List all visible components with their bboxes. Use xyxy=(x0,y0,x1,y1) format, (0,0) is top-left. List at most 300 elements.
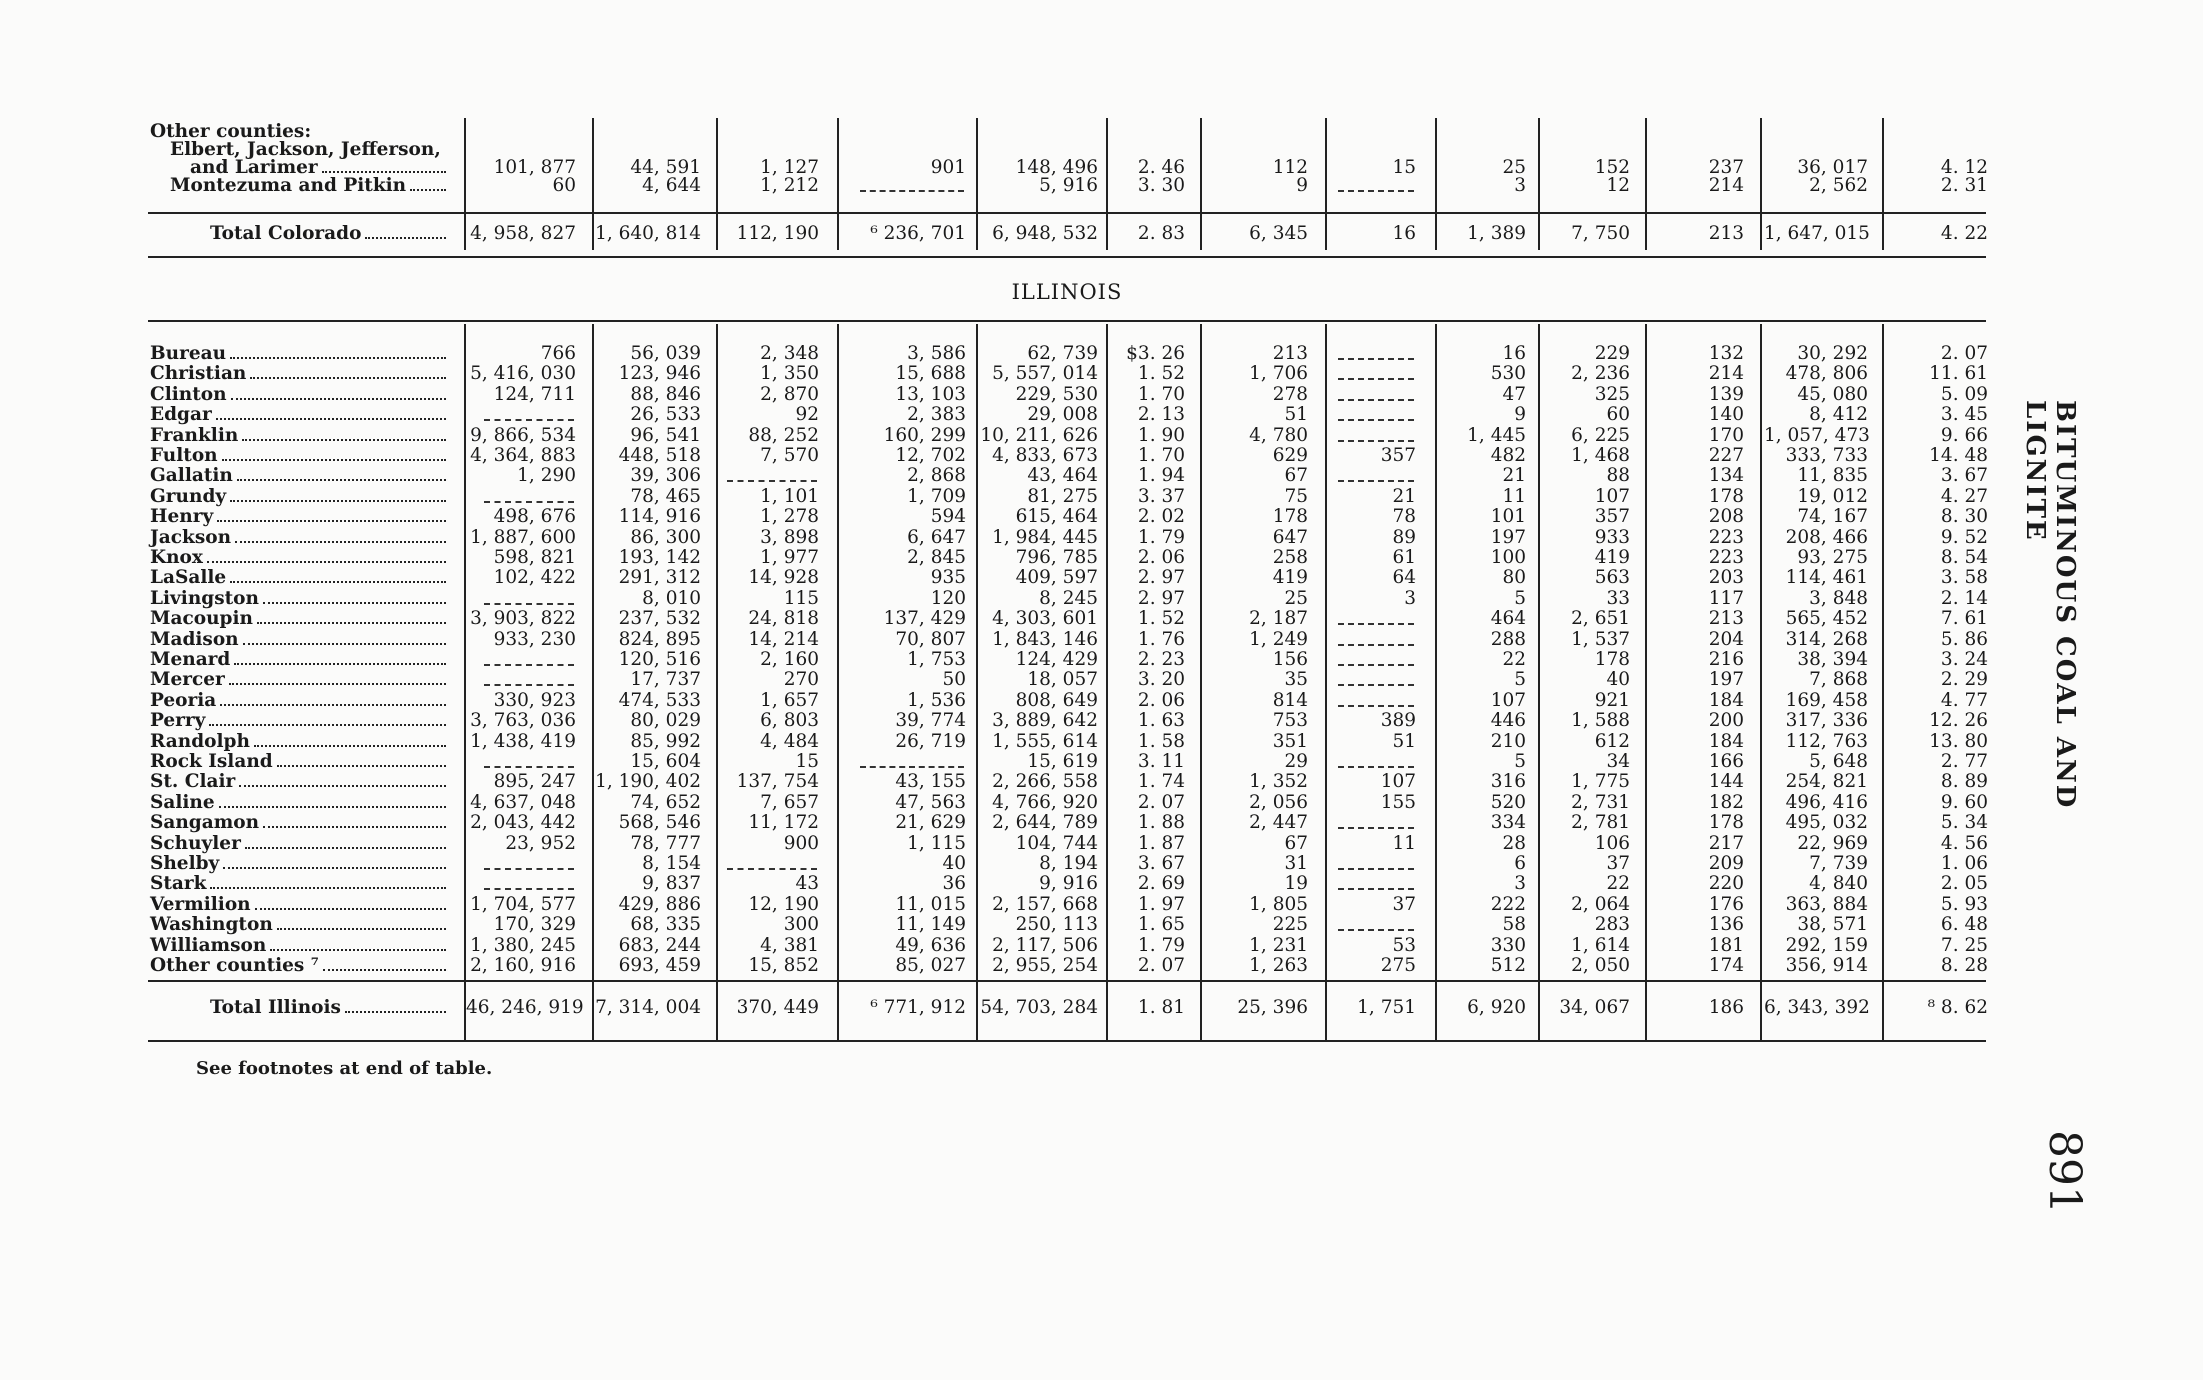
table-cell: 197 xyxy=(1490,527,1526,548)
dot-leader xyxy=(220,704,446,706)
empty-cell-dash xyxy=(1338,480,1414,482)
empty-cell-dash xyxy=(484,664,574,666)
table-cell: 808, 649 xyxy=(1015,690,1098,711)
table-cell: 594 xyxy=(930,506,966,527)
table-cell: 2, 187 xyxy=(1249,608,1308,629)
table-cell: 10, 211, 626 xyxy=(980,425,1098,446)
table-cell: 1, 389 xyxy=(1467,223,1526,244)
table-cell: 223 xyxy=(1708,527,1744,548)
row-label xyxy=(210,998,448,1018)
table-cell: 12. 26 xyxy=(1929,710,1988,731)
table-cell: 107 xyxy=(1490,690,1526,711)
table-cell: 86, 300 xyxy=(630,527,701,548)
empty-cell-dash xyxy=(1338,378,1414,380)
dot-leader xyxy=(243,643,446,645)
table-cell: 33 xyxy=(1606,588,1630,609)
table-cell: 389 xyxy=(1380,710,1416,731)
table-cell: 1, 709 xyxy=(907,486,966,507)
row-label xyxy=(150,691,448,711)
table-cell: 3 xyxy=(1514,873,1526,894)
subtotal-rule xyxy=(148,212,1986,214)
dot-leader xyxy=(270,949,446,951)
table-cell: 3 xyxy=(1404,588,1416,609)
row-label-text: and Larimer xyxy=(190,157,318,178)
table-cell: 2. 02 xyxy=(1137,506,1185,527)
table-cell: 2. 07 xyxy=(1137,792,1185,813)
table-cell: 2. 07 xyxy=(1940,343,1988,364)
row-label-text: Gallatin xyxy=(150,465,233,486)
illinois-col-rule-3 xyxy=(837,324,839,1040)
table-cell: 4, 780 xyxy=(1249,425,1308,446)
table-cell: 209 xyxy=(1708,853,1744,874)
table-cell: 2, 845 xyxy=(907,547,966,568)
table-cell: 283 xyxy=(1594,914,1630,935)
table-cell: 31 xyxy=(1284,853,1308,874)
table-cell: 8, 010 xyxy=(642,588,701,609)
table-cell: 225 xyxy=(1272,914,1308,935)
table-cell: 2, 348 xyxy=(760,343,819,364)
table-cell: 7. 25 xyxy=(1940,935,1988,956)
table-cell: 464 xyxy=(1490,608,1526,629)
empty-cell-dash xyxy=(484,501,574,503)
table-cell: 102, 422 xyxy=(493,567,576,588)
row-label xyxy=(150,405,448,425)
table-cell: 1, 843, 146 xyxy=(992,629,1098,650)
table-cell: 1, 614 xyxy=(1571,935,1630,956)
table-cell: 1, 101 xyxy=(760,486,819,507)
table-cell: 178 xyxy=(1594,649,1630,670)
table-cell: 176 xyxy=(1708,894,1744,915)
table-cell: 4, 484 xyxy=(760,731,819,752)
table-cell: 4. 27 xyxy=(1940,486,1988,507)
table-cell: 43, 464 xyxy=(1027,465,1098,486)
table-cell: 647 xyxy=(1272,527,1308,548)
table-cell: 8, 194 xyxy=(1039,853,1098,874)
table-cell: 213 xyxy=(1708,223,1744,244)
table-cell: 325 xyxy=(1594,384,1630,405)
table-cell: 2. 29 xyxy=(1940,669,1988,690)
table-cell: 37 xyxy=(1606,853,1630,874)
table-cell: 21 xyxy=(1392,486,1416,507)
table-cell: 3. 45 xyxy=(1940,404,1988,425)
table-cell: 935 xyxy=(930,567,966,588)
dot-leader xyxy=(322,171,446,173)
table-cell: 496, 416 xyxy=(1785,792,1868,813)
table-cell: 270 xyxy=(783,669,819,690)
table-cell: 2, 160, 916 xyxy=(470,955,576,976)
row-label xyxy=(150,466,448,486)
row-label-text: Sangamon xyxy=(150,812,260,833)
table-cell: 182 xyxy=(1708,792,1744,813)
table-cell: 8, 245 xyxy=(1039,588,1098,609)
table-cell: 197 xyxy=(1708,669,1744,690)
table-cell: 3, 848 xyxy=(1809,588,1868,609)
table-cell: 1, 751 xyxy=(1357,997,1416,1018)
row-label-text: Franklin xyxy=(150,425,239,446)
table-cell: 11, 172 xyxy=(748,812,819,833)
table-cell: 1, 350 xyxy=(760,363,819,384)
row-label xyxy=(150,895,448,915)
table-cell: 1. 06 xyxy=(1940,853,1988,874)
table-cell: 409, 597 xyxy=(1015,567,1098,588)
table-cell: 75 xyxy=(1284,486,1308,507)
table-cell: 5, 916 xyxy=(1039,175,1098,196)
table-cell: 60 xyxy=(1606,404,1630,425)
table-cell: 5, 416, 030 xyxy=(470,363,576,384)
table-cell: 112, 763 xyxy=(1785,731,1868,752)
table-cell: 2, 383 xyxy=(907,404,966,425)
table-cell: 796, 785 xyxy=(1015,547,1098,568)
table-cell: 101 xyxy=(1490,506,1526,527)
row-label-text: Edgar xyxy=(150,404,212,425)
table-cell: 1, 380, 245 xyxy=(470,935,576,956)
table-cell: 814 xyxy=(1272,690,1308,711)
row-label xyxy=(150,793,448,813)
dot-leader xyxy=(250,377,446,379)
table-cell: 74, 167 xyxy=(1797,506,1868,527)
table-cell: 254, 821 xyxy=(1785,771,1868,792)
group-heading: Other counties: xyxy=(150,121,312,142)
table-cell: 193, 142 xyxy=(618,547,701,568)
table-cell: 9, 916 xyxy=(1039,873,1098,894)
table-cell: 1. 70 xyxy=(1137,384,1185,405)
table-cell: 68, 335 xyxy=(630,914,701,935)
empty-cell-dash xyxy=(1338,929,1414,931)
row-label-text: Shelby xyxy=(150,853,220,874)
illinois-col-rule-7 xyxy=(1325,324,1327,1040)
table-cell: 9 xyxy=(1296,175,1308,196)
table-cell: ⁸ 8. 62 xyxy=(1927,997,1988,1018)
empty-cell-dash xyxy=(484,603,574,605)
row-label xyxy=(150,650,448,670)
table-cell: 15, 688 xyxy=(895,363,966,384)
table-cell: 1, 753 xyxy=(907,649,966,670)
table-cell: 5. 34 xyxy=(1940,812,1988,833)
table-cell: 51 xyxy=(1284,404,1308,425)
table-cell: 160, 299 xyxy=(883,425,966,446)
table-cell: 429, 886 xyxy=(618,894,701,915)
table-cell: 4. 22 xyxy=(1940,223,1988,244)
table-cell: 36, 017 xyxy=(1797,157,1868,178)
table-cell: 92 xyxy=(795,404,819,425)
table-cell: 1, 984, 445 xyxy=(992,527,1098,548)
table-cell: 24, 818 xyxy=(748,608,819,629)
table-cell: 4. 56 xyxy=(1940,833,1988,854)
table-cell: 7, 750 xyxy=(1571,223,1630,244)
row-label xyxy=(150,956,448,976)
empty-cell-dash xyxy=(1338,644,1414,646)
row-label-text: Total Colorado xyxy=(210,223,362,244)
table-cell: 38, 394 xyxy=(1797,649,1868,670)
dot-leader xyxy=(263,602,446,604)
empty-cell-dash xyxy=(1338,766,1414,768)
empty-cell-dash xyxy=(484,684,574,686)
table-cell: 2. 23 xyxy=(1137,649,1185,670)
table-cell: 208, 466 xyxy=(1785,527,1868,548)
table-cell: 1, 127 xyxy=(760,157,819,178)
row-label-text: Saline xyxy=(150,792,215,813)
table-cell: 615, 464 xyxy=(1015,506,1098,527)
table-cell: 921 xyxy=(1594,690,1630,711)
table-cell: 4, 840 xyxy=(1809,873,1868,894)
table-cell: 250, 113 xyxy=(1015,914,1098,935)
table-cell: 170, 329 xyxy=(493,914,576,935)
table-cell: 124, 429 xyxy=(1015,649,1098,670)
table-cell: 598, 821 xyxy=(493,547,576,568)
table-cell: 29 xyxy=(1284,751,1308,772)
table-cell: 152 xyxy=(1594,157,1630,178)
table-cell: 933 xyxy=(1594,527,1630,548)
table-cell: 565, 452 xyxy=(1785,608,1868,629)
table-cell: 22 xyxy=(1502,649,1526,670)
empty-cell-dash xyxy=(1338,358,1414,360)
table-cell: 6 xyxy=(1514,853,1526,874)
row-label-text: Montezuma and Pitkin xyxy=(170,175,407,196)
table-cell: 39, 306 xyxy=(630,465,701,486)
row-label xyxy=(150,834,448,854)
table-cell: 62, 739 xyxy=(1027,343,1098,364)
table-cell: 60 xyxy=(552,175,576,196)
table-cell: 1. 63 xyxy=(1137,710,1185,731)
table-cell: 900 xyxy=(783,833,819,854)
table-cell: 25 xyxy=(1502,157,1526,178)
row-label xyxy=(150,507,448,527)
table-cell: 357 xyxy=(1594,506,1630,527)
row-label xyxy=(150,915,448,935)
row-label xyxy=(150,589,448,609)
table-cell: 2, 651 xyxy=(1571,608,1630,629)
table-cell: 54, 703, 284 xyxy=(980,997,1098,1018)
row-label xyxy=(150,426,448,446)
table-cell: 333, 733 xyxy=(1785,445,1868,466)
table-cell: 39, 774 xyxy=(895,710,966,731)
table-cell: 351 xyxy=(1272,731,1308,752)
table-cell: 40 xyxy=(942,853,966,874)
row-label xyxy=(150,344,448,364)
table-cell: 115 xyxy=(783,588,819,609)
table-cell: 1, 278 xyxy=(760,506,819,527)
dot-leader xyxy=(365,237,446,239)
table-cell: 7, 314, 004 xyxy=(595,997,701,1018)
dot-leader xyxy=(209,724,446,726)
table-cell: 78 xyxy=(1392,506,1416,527)
table-cell: 1, 805 xyxy=(1249,894,1308,915)
row-label-text: Rock Island xyxy=(150,751,273,772)
table-cell: 22, 969 xyxy=(1797,833,1868,854)
empty-cell-dash xyxy=(1338,419,1414,421)
row-label-text: Total Illinois xyxy=(210,997,341,1018)
table-cell: 1. 87 xyxy=(1137,833,1185,854)
empty-cell-dash xyxy=(484,888,574,890)
empty-cell-dash xyxy=(1338,827,1414,829)
table-cell: 14. 48 xyxy=(1929,445,1988,466)
table-cell: 8. 30 xyxy=(1940,506,1988,527)
table-cell: 9. 52 xyxy=(1940,527,1988,548)
table-cell: 8, 412 xyxy=(1809,404,1868,425)
table-cell: 1, 555, 614 xyxy=(992,731,1098,752)
table-cell: 19 xyxy=(1284,873,1308,894)
row-label xyxy=(150,609,448,629)
table-cell: 237, 532 xyxy=(618,608,701,629)
table-cell: 216 xyxy=(1708,649,1744,670)
table-cell: 2, 266, 558 xyxy=(992,771,1098,792)
table-cell: 1. 76 xyxy=(1137,629,1185,650)
table-cell: 43 xyxy=(795,873,819,894)
row-label xyxy=(150,711,448,731)
table-cell: 85, 992 xyxy=(630,731,701,752)
table-cell: 100 xyxy=(1490,547,1526,568)
dot-leader xyxy=(245,847,446,849)
table-cell: 3, 586 xyxy=(907,343,966,364)
table-cell: 49, 636 xyxy=(895,935,966,956)
table-cell: 3. 11 xyxy=(1137,751,1185,772)
table-bottom-rule xyxy=(148,1040,1986,1042)
table-cell: 2, 117, 506 xyxy=(992,935,1098,956)
table-cell: 58 xyxy=(1502,914,1526,935)
table-cell: 11, 149 xyxy=(895,914,966,935)
row-label xyxy=(150,752,448,772)
dot-leader xyxy=(235,541,446,543)
table-cell: 419 xyxy=(1272,567,1308,588)
table-cell: 120, 516 xyxy=(618,649,701,670)
table-cell: ⁶ 236, 701 xyxy=(870,223,966,244)
table-cell: 15, 852 xyxy=(748,955,819,976)
table-cell: 2, 955, 254 xyxy=(992,955,1098,976)
dot-leader xyxy=(345,1011,446,1013)
table-cell: 30, 292 xyxy=(1797,343,1868,364)
table-cell: 629 xyxy=(1272,445,1308,466)
table-cell: 137, 429 xyxy=(883,608,966,629)
table-cell: 47 xyxy=(1502,384,1526,405)
table-cell: 3. 24 xyxy=(1940,649,1988,670)
table-cell: 96, 541 xyxy=(630,425,701,446)
table-cell: 178 xyxy=(1708,486,1744,507)
table-cell: 4, 644 xyxy=(642,175,701,196)
table-cell: 3. 67 xyxy=(1137,853,1185,874)
empty-cell-dash xyxy=(860,190,964,192)
table-cell: 1. 52 xyxy=(1137,363,1185,384)
table-cell: 13, 103 xyxy=(895,384,966,405)
table-cell: 1. 58 xyxy=(1137,731,1185,752)
row-label xyxy=(150,772,448,792)
table-cell: 300 xyxy=(783,914,819,935)
empty-cell-dash xyxy=(860,766,964,768)
table-cell: 766 xyxy=(540,343,576,364)
table-cell: 495, 032 xyxy=(1785,812,1868,833)
table-cell: 6, 647 xyxy=(907,527,966,548)
table-cell: 106 xyxy=(1594,833,1630,854)
table-cell: 8. 54 xyxy=(1940,547,1988,568)
table-cell: 2, 043, 442 xyxy=(470,812,576,833)
table-cell: 9, 837 xyxy=(642,873,701,894)
table-cell: $3. 26 xyxy=(1126,343,1185,364)
table-cell: 21 xyxy=(1502,465,1526,486)
table-cell: 2. 14 xyxy=(1940,588,1988,609)
table-cell: 2. 05 xyxy=(1940,873,1988,894)
table-cell: 3 xyxy=(1514,175,1526,196)
table-cell: 67 xyxy=(1284,465,1308,486)
table-cell: 6, 225 xyxy=(1571,425,1630,446)
table-cell: 1. 52 xyxy=(1137,608,1185,629)
table-cell: 2. 06 xyxy=(1137,690,1185,711)
table-cell: 2, 236 xyxy=(1571,363,1630,384)
table-cell: 316 xyxy=(1490,771,1526,792)
table-cell: 4. 77 xyxy=(1940,690,1988,711)
empty-cell-dash xyxy=(1338,623,1414,625)
table-cell: 3, 903, 822 xyxy=(470,608,576,629)
dot-leader xyxy=(239,785,446,787)
table-cell: 220 xyxy=(1708,873,1744,894)
row-label-text: Stark xyxy=(150,873,207,894)
table-cell: 370, 449 xyxy=(736,997,819,1018)
empty-cell-dash xyxy=(1338,868,1414,870)
table-cell: 1. 81 xyxy=(1137,997,1185,1018)
table-cell: 21, 629 xyxy=(895,812,966,833)
table-cell: 78, 465 xyxy=(630,486,701,507)
table-cell: 753 xyxy=(1272,710,1308,731)
colorado-col-rule-3 xyxy=(837,118,839,250)
table-cell: 11 xyxy=(1392,833,1416,854)
table-cell: 9. 60 xyxy=(1940,792,1988,813)
table-cell: 19, 012 xyxy=(1797,486,1868,507)
table-cell: ⁶ 771, 912 xyxy=(870,997,966,1018)
table-cell: 5 xyxy=(1514,669,1526,690)
table-cell: 114, 916 xyxy=(618,506,701,527)
dot-leader xyxy=(230,581,446,583)
table-cell: 148, 496 xyxy=(1015,157,1098,178)
table-cell: 901 xyxy=(930,157,966,178)
table-cell: 85, 027 xyxy=(895,955,966,976)
empty-cell-dash xyxy=(1338,190,1414,192)
dot-leader xyxy=(229,683,446,685)
table-cell: 2, 056 xyxy=(1249,792,1308,813)
table-cell: 213 xyxy=(1272,343,1308,364)
table-cell: 11, 015 xyxy=(895,894,966,915)
table-cell: 1, 231 xyxy=(1249,935,1308,956)
table-cell: 7. 61 xyxy=(1940,608,1988,629)
table-cell: 64 xyxy=(1392,567,1416,588)
table-cell: 136 xyxy=(1708,914,1744,935)
table-cell: 170 xyxy=(1708,425,1744,446)
row-label-text: Bureau xyxy=(150,343,227,364)
dot-leader xyxy=(207,561,446,563)
table-cell: 1, 263 xyxy=(1249,955,1308,976)
table-cell: 2, 064 xyxy=(1571,894,1630,915)
table-cell: 53 xyxy=(1392,935,1416,956)
table-cell: 568, 546 xyxy=(618,812,701,833)
table-cell: 3. 20 xyxy=(1137,669,1185,690)
table-cell: 2, 868 xyxy=(907,465,966,486)
table-cell: 11 xyxy=(1502,486,1526,507)
table-cell: 314, 268 xyxy=(1785,629,1868,650)
table-cell: 2. 69 xyxy=(1137,873,1185,894)
table-cell: 1, 706 xyxy=(1249,363,1308,384)
table-cell: 101, 877 xyxy=(493,157,576,178)
table-cell: 2, 781 xyxy=(1571,812,1630,833)
table-cell: 4, 303, 601 xyxy=(992,608,1098,629)
row-label-text: Jackson xyxy=(150,527,232,548)
table-cell: 1, 647, 015 xyxy=(1764,223,1870,244)
table-cell: 5. 93 xyxy=(1940,894,1988,915)
table-cell: 12, 702 xyxy=(895,445,966,466)
table-cell: 80, 029 xyxy=(630,710,701,731)
row-label-text: Grundy xyxy=(150,486,227,507)
table-cell: 1. 94 xyxy=(1137,465,1185,486)
table-cell: 9. 66 xyxy=(1940,425,1988,446)
table-cell: 824, 895 xyxy=(618,629,701,650)
dot-leader xyxy=(255,908,446,910)
table-cell: 2, 644, 789 xyxy=(992,812,1098,833)
